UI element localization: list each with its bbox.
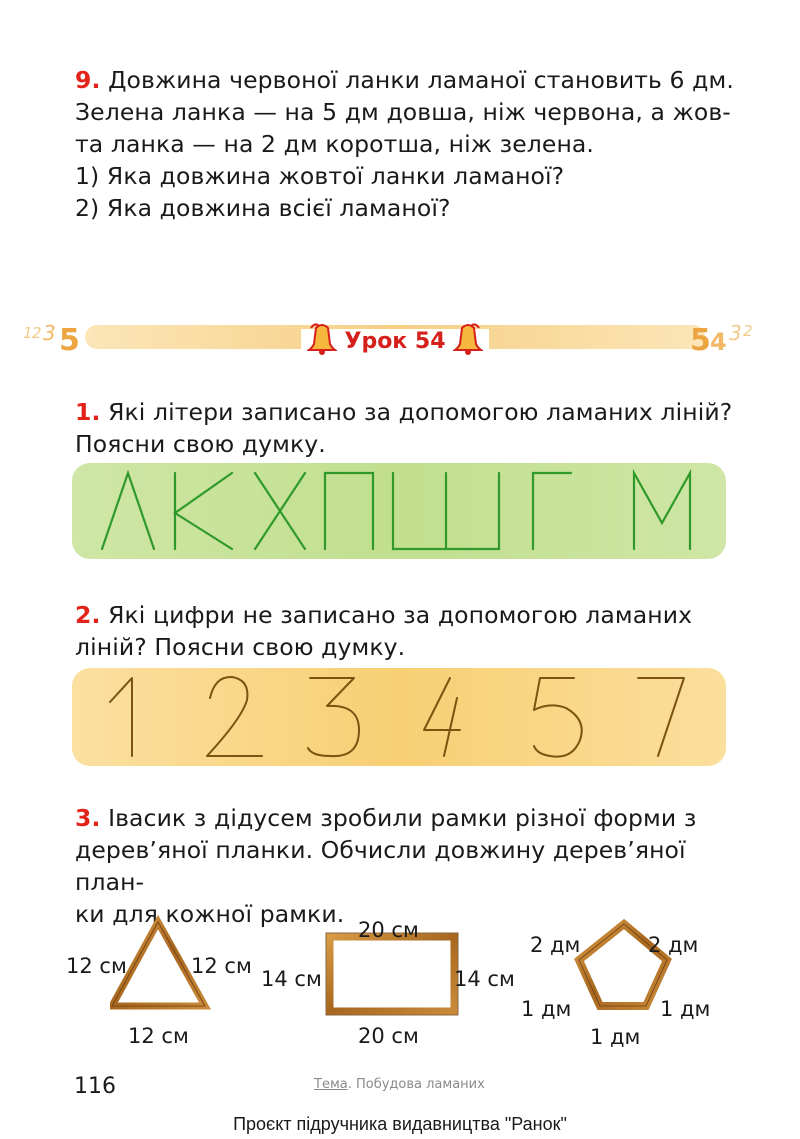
task-2-line-1: 2. Які цифри не записано за допомогою ламаних	[75, 601, 693, 629]
rectangle-bottom-label: 20 см	[358, 1024, 419, 1048]
letter-p	[325, 473, 373, 549]
topic-text: . Побудова ламаних	[347, 1077, 485, 1092]
task-2	[75, 599, 735, 663]
rectangle-top-label: 20 см	[358, 918, 419, 942]
letter-l	[102, 473, 154, 549]
task-9-question-1: 1) Яка довжина жовтої ланки ламаної?	[75, 162, 565, 190]
letter-m	[634, 473, 690, 549]
task-9-question-2: 2) Яка довжина всієї ламаної?	[75, 194, 451, 222]
page-number: 116	[74, 1074, 116, 1099]
letter-kh	[255, 473, 305, 549]
broken-line-letters	[72, 463, 726, 559]
svg-text:5: 5	[59, 323, 80, 354]
svg-text:5: 5	[690, 323, 711, 354]
task-9	[75, 64, 735, 224]
letter-g	[533, 473, 571, 549]
svg-text:3: 3	[729, 321, 742, 345]
pentagon-top-right-label: 2 дм	[648, 933, 699, 957]
triangle-bottom-label: 12 см	[128, 1024, 189, 1048]
rectangle-frame	[326, 933, 458, 1015]
task-3-line-3: ки для кожної рамки.	[75, 900, 345, 928]
digit-7	[638, 678, 684, 756]
svg-text:2: 2	[743, 322, 753, 340]
bell-icon	[453, 322, 483, 356]
task-3-line-2: дерев’яної планки. Обчисли довжину дерев’яної план-	[75, 836, 686, 896]
svg-text:2: 2	[32, 324, 42, 342]
pentagon-bottom-label: 1 дм	[590, 1025, 641, 1049]
digit-4	[424, 678, 460, 730]
task-9-line-1: 9. Довжина червоної ланки ламаної становить 6 дм.	[75, 66, 734, 94]
topic-label: Тема	[314, 1077, 348, 1092]
task-9-number: 9.	[75, 66, 101, 94]
topic-line	[314, 1077, 485, 1092]
project-credit: Проєкт підручника видавництва "Ранок"	[233, 1114, 567, 1134]
pentagon-top-left-label: 2 дм	[530, 933, 581, 957]
lesson-title-text: Урок 54	[344, 329, 446, 354]
svg-text:1: 1	[23, 324, 33, 342]
task-3-number: 3.	[75, 804, 101, 832]
task-2-number: 2.	[75, 601, 101, 629]
task-2-line-2: ліній? Поясни свою думку.	[75, 633, 406, 661]
task-1	[75, 396, 735, 460]
svg-text:3: 3	[43, 321, 56, 345]
task-9-line-2: Зелена ланка — на 5 дм довша, ніж червона, а жов-	[75, 98, 731, 126]
lesson-title	[35, 322, 755, 352]
digits-drawing	[72, 668, 726, 766]
rectangle-left-label: 14 см	[261, 967, 322, 991]
digit-5	[534, 678, 582, 757]
task-3-line-1: 3. Івасик з дідусем зробили рамки різної форми з	[75, 804, 697, 832]
digit-1	[110, 678, 132, 756]
task-9-line-3: та ланка — на 2 дм коротша, ніж зелена.	[75, 130, 594, 158]
digit-2	[207, 677, 262, 756]
triangle-left-label: 12 см	[66, 954, 127, 978]
lesson-banner	[23, 321, 755, 354]
pentagon-left-label: 1 дм	[521, 997, 572, 1021]
bell-icon	[307, 322, 337, 356]
task-1-line-2: Поясни свою думку.	[75, 430, 326, 458]
digit-3	[308, 678, 359, 756]
triangle-right-label: 12 см	[191, 954, 252, 978]
task-1-line-1: 1. Які літери записано за допомогою ламаних ліній?	[75, 398, 733, 426]
task-1-number: 1.	[75, 398, 101, 426]
pentagon-right-label: 1 дм	[660, 997, 711, 1021]
rectangle-right-label: 14 см	[454, 967, 515, 991]
letter-k	[175, 473, 232, 549]
svg-text:4: 4	[710, 328, 727, 354]
